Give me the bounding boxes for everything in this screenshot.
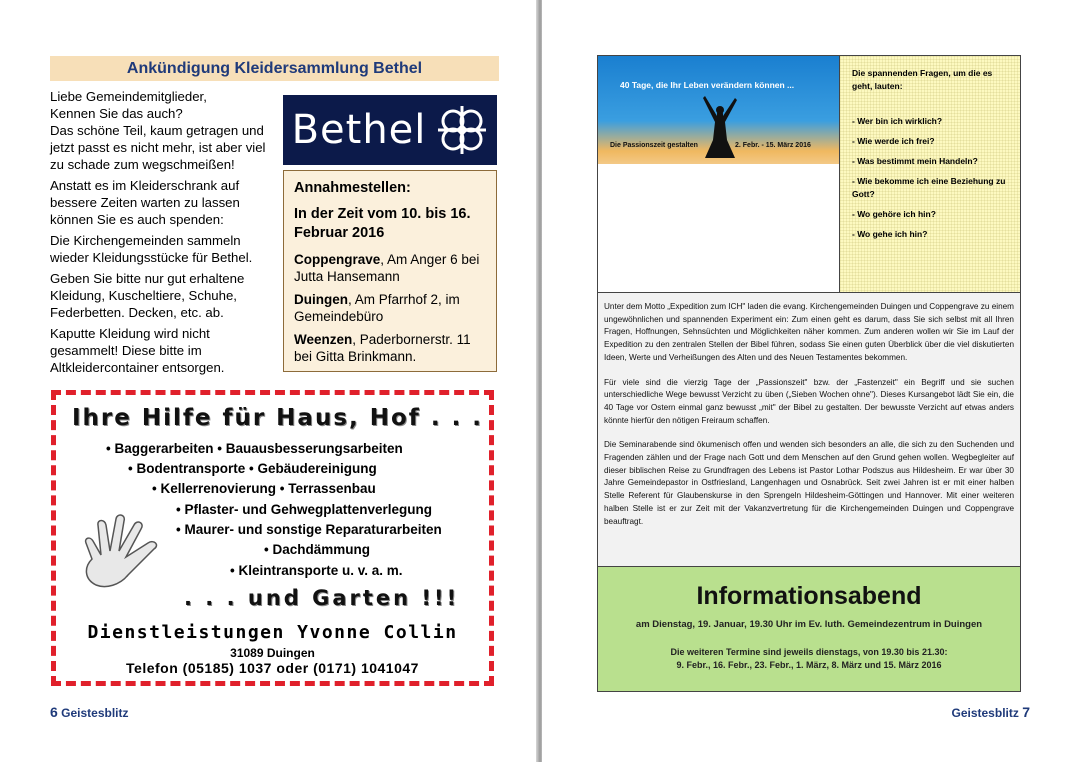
info-evening-box bbox=[598, 566, 1020, 691]
info-first-date: am Dienstag, 19. Januar, 19.30 Uhr im Ev. luth. Gemeindezentrum in Duingen bbox=[635, 619, 983, 630]
info-further-dates-list: 9. Febr., 16. Febr., 23. Febr., 1. März, 8. März und 15. März 2016 bbox=[676, 660, 942, 670]
intro-paragraph: Geben Sie bitte nur gut erhaltene Kleidung, Kuscheltiere, Schuhe, Federbetten. Decken, etc. ab. bbox=[50, 271, 245, 320]
intro-paragraph: Die Kirchengemeinden sammeln wieder Kleidungsstücke für Bethel. bbox=[50, 233, 253, 265]
ad-garden: . . . und Garten !!! bbox=[184, 586, 460, 610]
intro-paragraph: Kaputte Kleidung wird nicht gesammelt! Diese bitte im Altkleidercontainer entsorgen. bbox=[50, 326, 225, 375]
course-paragraph: Unter dem Motto „Expedition zum ICH" laden die evang. Kirchengemeinden Duingen und Coppengrave zu einem ungewöhnlichen und spannenden Experiment ein: Zum einen geht es darum, dass Sie sich selbst mit all Ihren Fragen, Hoffnungen, Sehnsüchten und Möglichkeiten näher kommen. Zum anderen wollen wir Sie im Lauf der Expedition zu den zentralen Stellen der Bibel führen, sodass Sie einen guten Überblick über die viel diskutierten Ideen, Werte und Verheißungen des Alten und des Neuen Testamentes bekommen. bbox=[604, 302, 1014, 362]
hand-icon bbox=[76, 513, 186, 593]
ad-headline: Ihre Hilfe für Haus, Hof . . . bbox=[71, 405, 484, 431]
bethel-cross-icon bbox=[436, 104, 488, 156]
intro-paragraph: Kennen Sie das auch? bbox=[50, 106, 183, 121]
question-item: - Wo gehe ich hin? bbox=[852, 229, 928, 239]
ad-service-line: • Maurer- und sonstige Reparaturarbeiten bbox=[176, 522, 442, 537]
left-page bbox=[0, 0, 538, 762]
ad-service-line: • Pflaster- und Gehwegplattenverlegung bbox=[176, 502, 433, 517]
annahme-stelle bbox=[294, 331, 486, 365]
annahme-ort: Duingen bbox=[294, 292, 348, 307]
person-silhouette-icon bbox=[701, 94, 739, 158]
ad-company: Dienstleistungen Yvonne Collin bbox=[87, 622, 458, 643]
poster-title: 40 Tage, die Ihr Leben verändern können ... bbox=[620, 80, 795, 90]
question-item: - Wo gehöre ich hin? bbox=[852, 209, 936, 219]
intro-text bbox=[50, 88, 268, 380]
intro-paragraph: Liebe Gemeindemitglieder, bbox=[50, 89, 207, 104]
ad-zip: 31089 Duingen bbox=[230, 646, 315, 660]
passion-poster bbox=[598, 56, 839, 164]
questions-box bbox=[839, 56, 1020, 292]
annahme-zeitraum: In der Zeit vom 10. bis 16. Februar 2016 bbox=[294, 206, 471, 241]
page-number: 7 bbox=[1022, 704, 1030, 720]
intro-paragraph: Das schöne Teil, kaum getragen und jetzt passt es nicht mehr, ist aber viel zu schade zum wegschmeißen! bbox=[50, 123, 266, 172]
ad-service-line: • Dachdämmung bbox=[264, 542, 370, 557]
annahme-stelle bbox=[294, 291, 486, 325]
bethel-logo bbox=[283, 95, 497, 165]
page-footer bbox=[50, 704, 129, 720]
advertisement bbox=[51, 390, 494, 686]
course-paragraph: Für viele sind die vierzig Tage der „Passionszeit" bzw. der „Fastenzeit" ein Begriff und sie suchen unterschiedliche Wege bewusst Verzicht zu üben („Sieben Wochen ohne"). Dieses Kursangebot lädt Sie ein, die 40 Tage vor Ostern einmal ganz bewusst „mit" der Bibel zu gestalten. Der bewusste Verzicht auf etwas anders könnte hierfür den nötigen Freiraum schaffen. bbox=[604, 377, 1014, 425]
annahme-box bbox=[283, 170, 497, 372]
intro-paragraph: Anstatt es im Kleiderschrank auf bessere Zeiten warten zu lassen können Sie es auch spenden: bbox=[50, 178, 240, 227]
question-item: - Wie bekomme ich eine Beziehung zu Gott? bbox=[852, 176, 1006, 199]
page-number: 6 bbox=[50, 704, 58, 720]
annahme-ort: Coppengrave bbox=[294, 252, 381, 267]
course-description bbox=[598, 292, 1020, 566]
annahme-stelle bbox=[294, 251, 486, 285]
annahme-adresse: , Am Anger 6 bei Jutta Hansemann bbox=[294, 252, 480, 284]
right-page bbox=[542, 0, 1080, 762]
info-further-dates-intro: Die weiteren Termine sind jeweils dienstags, von 19.30 bis 21.30: bbox=[670, 647, 948, 657]
poster-dates: 2. Febr. - 15. März 2016 bbox=[735, 142, 811, 149]
ad-service-line: • Baggerarbeiten • Bauausbesserungsarbeiten bbox=[106, 441, 403, 456]
course-paragraph: Die Seminarabende sind ökumenisch offen und wenden sich besonders an alle, die sich zu den Suchenden und Fragenden zählen und der Frage nach Gott und dem Menschen auf den Grund gehen wollen. Wegbegleiter auf dieser biblischen Reise zu Grundfragen des Lebens ist Pastor Lothar Podszus aus Hildesheim. Er war über 30 Jahre Gemeindepastor in Ostfriesland, Langenhagen und Osnabrück. Seit zwei Jahren ist er mit einer halben Stelle Referent für Glaubenskurse in den Sprengeln Hildesheim-Göttingen und Hannover. Mit einer weiteren halben Stelle ist er zur Zeit mit der Vakanzvertretung für die Kirchengemeinden Duingen und Coppengrave beauftragt. bbox=[604, 440, 1014, 526]
ad-service-line: • Kleintransporte u. v. a. m. bbox=[230, 563, 403, 578]
info-further-dates bbox=[598, 646, 1020, 672]
footer-label: Geistesblitz bbox=[61, 706, 129, 720]
annahme-adresse: , Am Pfarrhof 2, im Gemeindebüro bbox=[294, 292, 460, 324]
bethel-logo-text: Bethel bbox=[291, 107, 427, 153]
footer-label: Geistesblitz bbox=[951, 706, 1019, 720]
annahme-adresse: , Paderbornerstr. 11 bei Gitta Brinkmann. bbox=[294, 332, 471, 364]
ad-phone: Telefon (05185) 1037 oder (0171) 1041047 bbox=[126, 660, 419, 676]
question-item: - Wie werde ich frei? bbox=[852, 136, 935, 146]
annahme-heading: Annahmestellen: bbox=[294, 180, 411, 196]
poster-subtitle: Die Passionszeit gestalten bbox=[610, 142, 698, 149]
question-item: - Wer bin ich wirklich? bbox=[852, 116, 943, 126]
ad-service-line: • Bodentransporte • Gebäudereinigung bbox=[128, 461, 377, 476]
page-footer bbox=[952, 704, 1031, 720]
annahme-ort: Weenzen bbox=[294, 332, 353, 347]
info-title: Informationsabend bbox=[696, 582, 922, 610]
question-item: - Was bestimmt mein Handeln? bbox=[852, 156, 978, 166]
ad-service-line: • Kellerrenovierung • Terrassenbau bbox=[152, 481, 376, 496]
page-title: Ankündigung Kleidersammlung Bethel bbox=[50, 56, 499, 81]
questions-heading: Die spannenden Fragen, um die es geht, lauten: bbox=[852, 68, 993, 91]
